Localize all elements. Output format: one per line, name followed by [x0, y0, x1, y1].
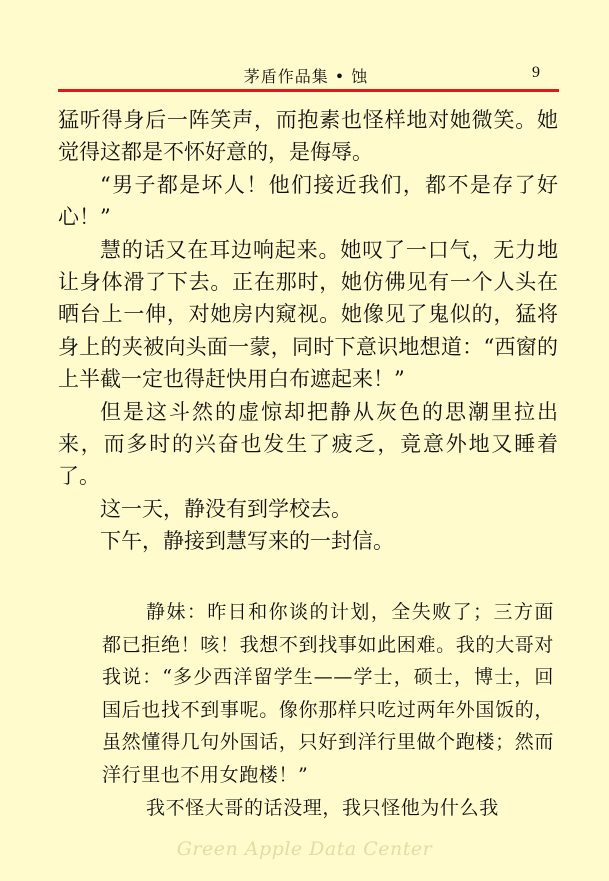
running-header	[58, 62, 554, 88]
paragraph-2: “男子都是坏人！他们接近我们，都不是存了好心！”	[58, 172, 558, 230]
paragraph-3: 慧的话又在耳边响起来。她叹了一口气，无力地让身体滑了下去。正在那时，她仿佛见有一个人头在晒台上一伸，对她房内窥视。她像见了鬼似的，猛将身上的夹被向头面一蒙，同时下意识地想道：“西窗的上半截一定也得赶快用白布遮起来！”	[58, 237, 558, 392]
header-rule	[58, 89, 559, 92]
letter-block	[102, 596, 554, 824]
running-header-title: 茅盾作品集 • 蚀	[243, 67, 369, 86]
letter-paragraph-1: 静妹：昨日和你谈的计划，全失败了；三方面都已拒绝！咳！我想不到找事如此困难。我的大哥对我说：“多少西洋留学生——学士，硕士，博士，回国后也找不到事呢。像你那样只吃过两年外国饭的，虽然懂得几句外国话，只好到洋行里做个跑楼；然而洋行里也不用女跑楼！”	[102, 601, 554, 786]
paragraph-6: 下午，静接到慧写来的一封信。	[100, 529, 394, 554]
watermark: Green Apple Data Center	[176, 838, 433, 860]
page-number: 9	[532, 64, 540, 81]
paragraph-5: 这一天，静没有到学校去。	[100, 496, 352, 521]
body-text	[58, 104, 558, 558]
paragraph-4: 但是这斗然的虚惊却把静从灰色的思潮里拉出来，而多时的兴奋也发生了疲乏，竟意外地又睡着了。	[58, 399, 558, 489]
paragraph-1: 猛听得身后一阵笑声，而抱素也怪样地对她微笑。她觉得这都是不怀好意的，是侮辱。	[58, 108, 558, 165]
letter-paragraph-2: 我不怪大哥的话没理，我只怪他为什么我	[146, 796, 499, 819]
